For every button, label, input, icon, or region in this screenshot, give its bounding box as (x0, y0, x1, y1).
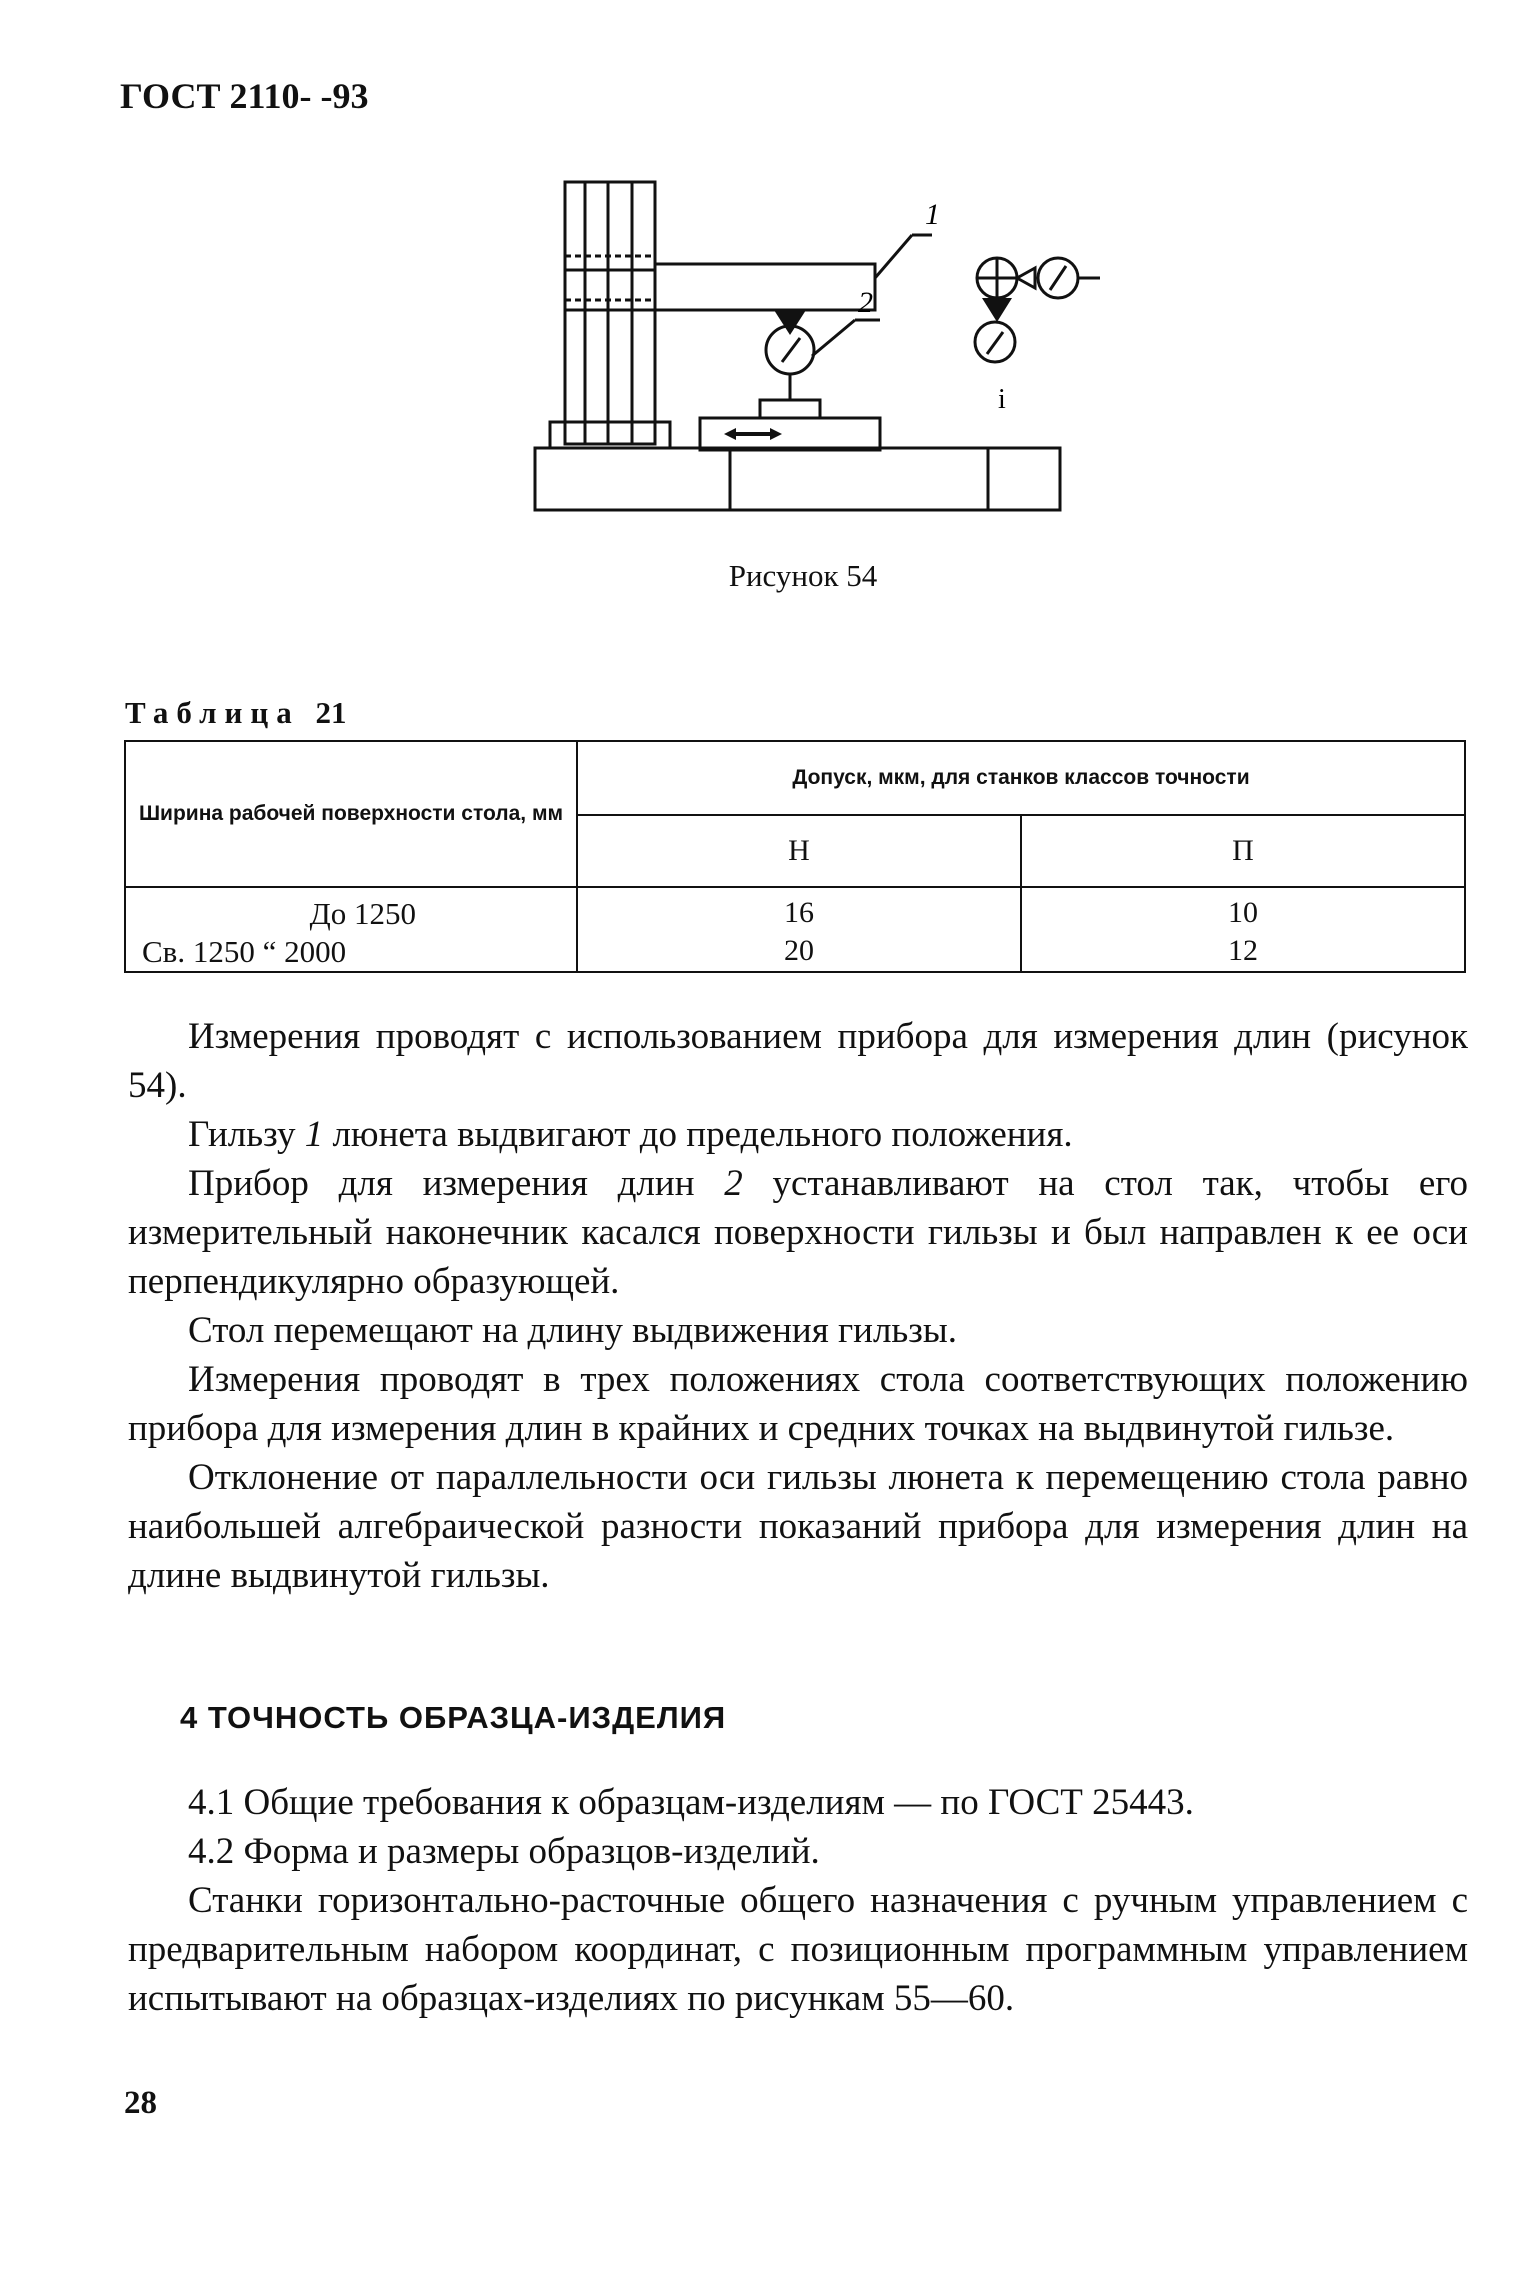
paragraph-4: Стол перемещают на длину выдвижения гильзы. (188, 1310, 958, 1351)
sleeve (655, 264, 875, 310)
page-number: 28 (124, 2085, 157, 2121)
row-1-h: 16 (784, 896, 814, 929)
row-2-p: 12 (1228, 934, 1258, 967)
width-cell (125, 887, 577, 972)
table-title (125, 695, 347, 731)
machine-column (565, 182, 655, 444)
table-title-number: 21 (315, 695, 347, 730)
paragraph-6: Отклонение от параллельности оси гильзы люнета к перемещению стола равно наибольшей алгебраической разности показаний прибора для измерения длин на длине выдвинутой гильзы. (128, 1457, 1468, 1596)
tolerance-table (124, 740, 1466, 973)
ref-indicator-number: 2 (724, 1163, 743, 1204)
body-text (128, 1012, 1468, 1600)
paragraph-5: Измерения проводят в трех положениях стола соответствующих положению прибора для измерения длин в крайних и средних точках на выдвинутой гильзе. (128, 1359, 1468, 1449)
ref-sleeve-number: 1 (304, 1114, 324, 1155)
paragraph-1: Измерения проводят с использованием прибора для измерения длин (рисунок 54). (128, 1016, 1468, 1106)
table-title-word: Таблица (125, 695, 300, 730)
paragraph-2: Гильзу 1 люнета выдвигают до предельного положения. (188, 1114, 1073, 1155)
document-header: ГОСТ 2110- -93 (120, 76, 369, 116)
figure-54-diagram (520, 160, 1100, 520)
label-2: 2 (858, 286, 873, 319)
class-h-values (577, 887, 1021, 972)
row-2-width: Св. 1250 “ 2000 (142, 933, 347, 969)
paragraph-4-2-text: Станки горизонтально-расточные общего назначения с ручным управлением с предварительным набором координат, с позиционным программным управлением испытывают на образцах-изделиях по рисункам 55—60. (128, 1880, 1468, 2019)
symbol-label: i (998, 384, 1006, 415)
figure-caption: Рисунок 54 (728, 558, 878, 593)
section-title: 4 ТОЧНОСТЬ ОБРАЗЦА-ИЗДЕЛИЯ (180, 1700, 727, 1735)
header-tolerance: Допуск, мкм, для станков классов точности (577, 741, 1465, 815)
class-p-values (1021, 887, 1465, 972)
header-class-h: Н (577, 815, 1021, 887)
paragraph-3: Прибор для измерения длин 2 устанавливают на стол так, чтобы его измерительный наконечник касался поверхности гильзы и был направлен к ее оси перпендикулярно образующей. (128, 1163, 1468, 1302)
paragraph-4-2: 4.2 Форма и размеры образцов-изделий. (188, 1831, 820, 1872)
header-class-p: П (1021, 815, 1465, 887)
table-row (125, 887, 1465, 972)
machine-bed (535, 448, 1060, 510)
paragraph-4-1: 4.1 Общие требования к образцам-изделиям — по ГОСТ 25443. (188, 1782, 1194, 1823)
row-1-p: 10 (1228, 896, 1258, 929)
label-1: 1 (925, 198, 940, 231)
section-text (128, 1778, 1468, 2023)
header-surface-width: Ширина рабочей поверхности стола, мм (125, 741, 577, 887)
row-1-width: До 1250 (309, 895, 416, 931)
row-2-h: 20 (784, 934, 814, 967)
